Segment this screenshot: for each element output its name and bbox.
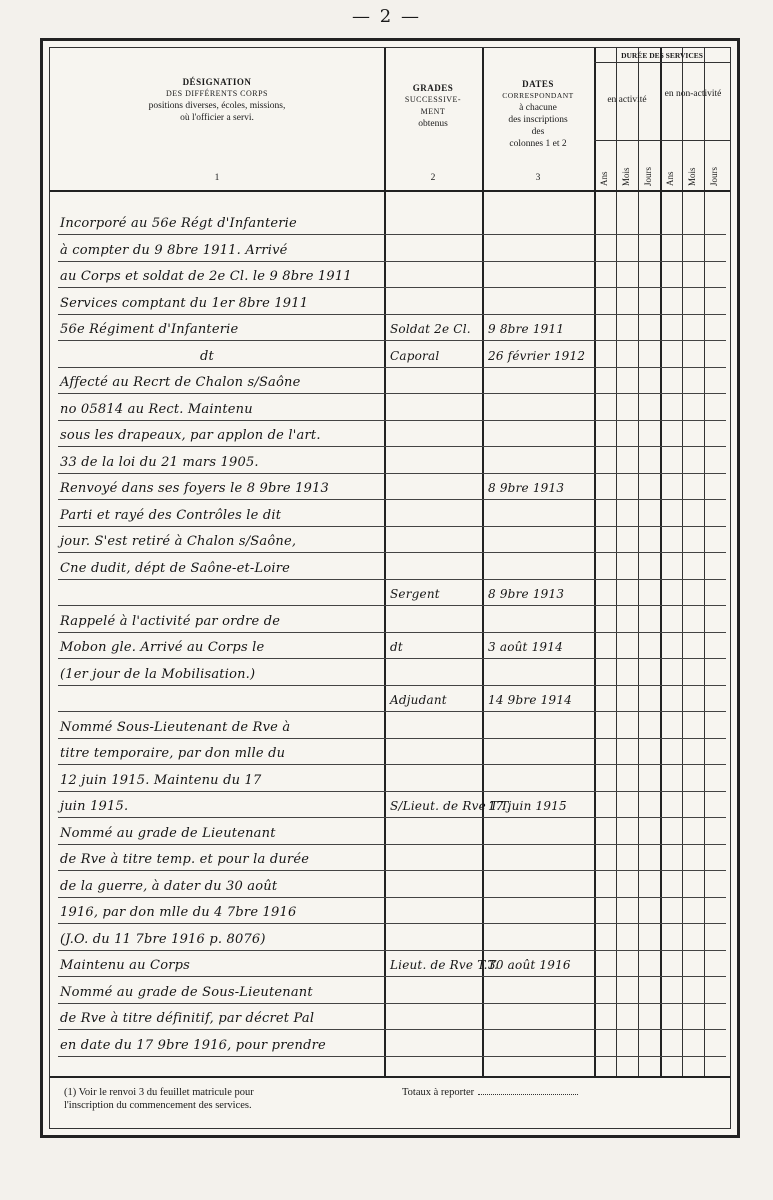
row-rule (58, 314, 726, 315)
entry-designation: Services comptant du 1er 8bre 1911 (60, 295, 309, 311)
entry-designation: dt (200, 348, 214, 364)
footer-separator (50, 1076, 730, 1078)
ans-label: Ans (599, 171, 609, 186)
entry-designation: 56e Régiment d'Infanterie (60, 322, 239, 337)
entry-designation: Cne dudit, dépt de Saône-et-Loire (60, 560, 291, 576)
entry-date: 9 8bre 1911 (488, 322, 565, 336)
entry-designation: jour. S'est retiré à Chalon s/Saône, (60, 534, 297, 549)
row-rule (58, 923, 726, 924)
page-number: — 2 — (352, 6, 421, 27)
en-activite-header: en activité (607, 95, 647, 105)
row-rule (58, 526, 726, 527)
duree-header: DURÉE DES SERVICES (621, 51, 703, 60)
entry-designation: Nommé au grade de Lieutenant (60, 825, 276, 841)
entry-designation: de la guerre, à dater du 30 août (60, 878, 278, 894)
entry-designation: Rappelé à l'activité par ordre de (60, 613, 281, 629)
entry-date: 30 août 1916 (488, 958, 571, 972)
row-rule (58, 1003, 726, 1004)
entry-date: 8 9bre 1913 (488, 587, 565, 601)
ans-label: Ans (665, 171, 675, 186)
entry-grade: Caporal (390, 348, 440, 363)
row-rule (58, 870, 726, 871)
entry-grade: dt (390, 640, 403, 654)
row-rule (58, 579, 726, 580)
entry-date: 3 août 1914 (488, 640, 563, 654)
duree-title-line (594, 62, 730, 63)
en-non-activite-header: en non-activité (664, 89, 722, 99)
entry-designation: titre temporaire, par don mlle du (60, 746, 286, 761)
row-rule (58, 1056, 726, 1057)
column-number: 3 (535, 173, 541, 183)
row-rule (58, 552, 726, 553)
entry-designation: à compter du 9 8bre 1911. Arrivé (60, 242, 288, 258)
entry-designation: Nommé au grade de Sous-Lieutenant (60, 984, 313, 1000)
row-rule (58, 817, 726, 818)
row-rule (58, 685, 726, 686)
entry-designation: de Rve à titre temp. et pour la durée (60, 852, 310, 867)
row-rule (58, 764, 726, 765)
row-rule (58, 844, 726, 845)
entry-date: 26 février 1912 (488, 348, 586, 363)
row-rule (58, 950, 726, 951)
entry-grade: Soldat 2e Cl. (390, 322, 471, 336)
entry-designation: no 05814 au Rect. Maintenu (60, 401, 253, 417)
row-rule (58, 340, 726, 341)
grades-header: GRADES SUCCESSIVE- MENT obtenus (404, 83, 462, 129)
entry-designation: (J.O. du 11 7bre 1916 p. 8076) (60, 931, 266, 947)
row-rule (58, 261, 726, 262)
row-rule (58, 499, 726, 500)
entry-designation: sous les drapeaux, par applon de l'art. (60, 428, 321, 443)
row-rule (58, 976, 726, 977)
entry-designation: (1er jour de la Mobilisation.) (60, 666, 256, 682)
row-rule (58, 605, 726, 606)
row-rule (58, 287, 726, 288)
row-rule (58, 473, 726, 474)
row-rule (58, 393, 726, 394)
mois-label: Mois (621, 167, 631, 186)
row-rule (58, 234, 726, 235)
row-rule (58, 897, 726, 898)
entry-designation: Incorporé au 56e Régt d'Infanterie (60, 216, 297, 231)
entry-designation: Mobon gle. Arrivé au Corps le (60, 640, 265, 655)
entry-designation: Maintenu au Corps (60, 958, 191, 973)
jours-label: Jours (643, 166, 653, 186)
row-rule (58, 367, 726, 368)
entry-grade: Adjudant (390, 693, 447, 707)
entry-designation: 12 juin 1915. Maintenu du 17 (60, 772, 262, 788)
row-rule (58, 632, 726, 633)
entry-designation: Renvoyé dans ses foyers le 8 9bre 1913 (60, 481, 330, 496)
entry-designation: de Rve à titre définitif, par décret Pal (60, 1011, 315, 1026)
entry-designation: Parti et rayé des Contrôles le dit (60, 507, 282, 523)
duree-sub-line (594, 140, 730, 141)
entry-grade: S/Lieut. de Rve T.T. (390, 799, 511, 813)
row-rule (58, 658, 726, 659)
entry-designation: au Corps et soldat de 2e Cl. le 9 8bre 1911 (60, 269, 352, 284)
register-frame (40, 38, 740, 1138)
entry-designation: Affecté au Recrt de Chalon s/Saône (60, 375, 301, 390)
footnote: (1) Voir le renvoi 3 du feuillet matricule pour l'inscription du commencement des services. (64, 1087, 254, 1111)
entry-date: 8 9bre 1913 (488, 481, 565, 495)
entry-designation: 1916, par don mlle du 4 7bre 1916 (60, 905, 297, 920)
entry-designation: en date du 17 9bre 1916, pour prendre (60, 1037, 326, 1053)
row-rule (58, 446, 726, 447)
column-number: 1 (214, 173, 220, 183)
entry-designation: juin 1915. (60, 799, 129, 814)
dates-header: DATES CORRESPONDANT à chacune des inscriptions des colonnes 1 et 2 (502, 79, 574, 149)
entry-grade: Sergent (390, 587, 440, 601)
row-rule (58, 1029, 726, 1030)
header-separator (50, 190, 730, 192)
row-rule (58, 420, 726, 421)
row-rule (58, 738, 726, 739)
mois-label: Mois (687, 167, 697, 186)
register-table (49, 47, 731, 1129)
column-number: 2 (430, 173, 436, 183)
row-rule (58, 711, 726, 712)
jours-label: Jours (709, 166, 719, 186)
entry-date: 17 juin 1915 (488, 799, 567, 813)
totaux-label: Totaux à reporter (402, 1086, 578, 1099)
designation-header: DÉSIGNATION DES DIFFÉRENTS CORPS positions diverses, écoles, missions, où l'officier a servi. (148, 77, 286, 123)
entry-grade: Lieut. de Rve T.T. (390, 958, 499, 972)
entry-designation: Nommé Sous-Lieutenant de Rve à (60, 719, 291, 735)
row-rule (58, 791, 726, 792)
entry-designation: 33 de la loi du 21 mars 1905. (60, 454, 259, 470)
entry-date: 14 9bre 1914 (488, 693, 572, 707)
